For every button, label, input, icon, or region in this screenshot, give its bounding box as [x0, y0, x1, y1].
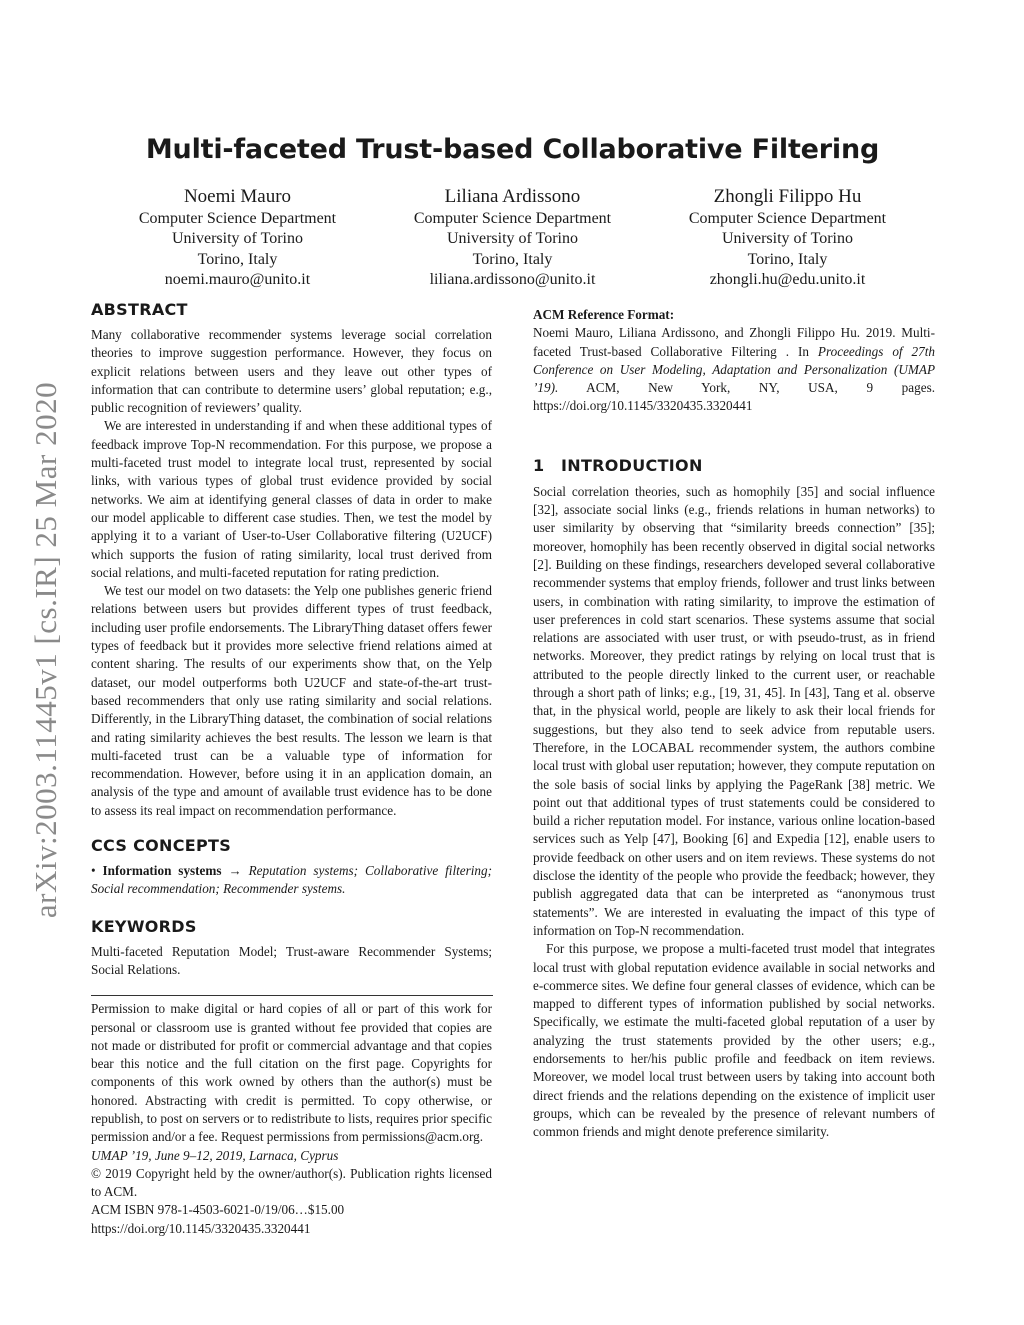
abstract-paragraph: We test our model on two datasets: the Yelp one publishes generic friend relations between users but provides different types of trust feedback, including user profile endorsements. The LibraryThing dataset offers fewer types of feedback but it provides more selective friend relations aimed at content sharing. The results of our experiments show that, on the Yelp dataset, our model outperforms both U2UCF and state-of-the-art trust-based recommenders that only use rating similarity and social relations. Differently, in the LibraryThing dataset, the combination of social relations and rating similarity achieves the best results. The lesson we learn is that multi-faceted trust can be a valuable type of information for recommendation. However, before using it in an application domain, an analysis of the type and amount of available trust evidence has to be done to assess its real impact on recommendation performance. [91, 583, 492, 818]
left-column [91, 300, 492, 1238]
intro-paragraph: For this purpose, we propose a multi-faceted trust model that integrates local trust with global reputation evidence available in social networks and e-commerce sites. We define four general classes of evidence, which can be mapped to different types of information published by social networks. Specifically, we estimate the multi-faceted global reputation of a user by analyzing the trust statements provided by the other users; e.g., endorsements to her/his public profile and feedback on item reviews. Moreover, we model local trust between users by taking into account both direct friends and the relations depending on the existence of implicit user groups, which can be revealed by the presence of relevant numbers of common friends and might denote preference similarity. [533, 941, 935, 1140]
isbn-line: ACM ISBN 978-1-4503-6021-0/19/06…$15.00 [91, 1202, 345, 1218]
section-title: INTRODUCTION [561, 455, 703, 475]
author-dept: Computer Science Department [413, 210, 612, 227]
reference-format-text [533, 324, 935, 415]
author-block [100, 185, 925, 290]
abstract-heading: ABSTRACT [91, 300, 188, 319]
doi-link[interactable]: https://doi.org/10.1145/3320435.3320441 [91, 1220, 311, 1236]
intro-paragraph: Social correlation theories, such as homophily [35] and social influence [32], associate social links (e.g., friends relations in human networks) to user similarity by observing that “similarity breeds connection” [35]; moreover, homophily has been recently observed in digital social networks [2]. Building on these findings, researchers developed several collaborative recommender systems that employ friends, follower and trust links between users, in combination with rating similarity, to improve the estimation of user preferences in cold start scenarios. These systems assume that social relations are associated with user trust, or with pseudo-trust, as in friend networks. Moreover, they predict ratings by relying on local trust that is attributed to the people directly linked to the current user, or reachable through a short path of links; e.g., [19, 31, 45]. In [43], Tang et al. observe that, in the physical world, people are likely to ask their local friends for suggestions, but they also tend to seek advice from reputable users. Therefore, in the LOCABAL recommender system, the authors combine local trust with global user reputation; however, they compute reputation on the sole basis of social links by applying the PageRank [38] metric. We point out that additional types of trust statements could be considered to build a richer reputation model. For instance, various online location-based services such as Yelp [47], Booking [6] and Expedia [12], enable users to provide feedback on other users and on item reviews. These systems do not disclose the identity of the people who provide the feedback; however, they publish aggregated data that can be interpreted as “anonymous trust statements”. We are interested in evaluating the impact of this type of information on Top-N recommendation. [533, 483, 935, 938]
arxiv-stamp [22, 360, 70, 940]
ccs-category: Information systems [102, 863, 222, 879]
right-column [533, 306, 935, 1141]
ccs-bullet: • [91, 863, 103, 879]
author-location: Torino, Italy [472, 250, 553, 268]
abstract-paragraph: Many collaborative recommender systems leverage social correlation theories to improve suggestion performance. However, they focus on explicit relations between users and they leave out other types of information that can contribute to determine users’ global reputation; e.g., public recognition of reviewers’ quality. [91, 327, 492, 416]
ccs-terms: Reputation systems; Collaborative filtering; Social recommendation; Recommender systems. [91, 863, 492, 897]
author-univ: University of Torino [721, 230, 853, 248]
author-dept: Computer Science Department [138, 210, 337, 227]
introduction-heading [533, 456, 935, 475]
footnote-rule [91, 995, 493, 996]
copyright-line: © 2019 Copyright held by the owner/author(s). Publication rights licensed to ACM. [91, 1165, 492, 1200]
author-name: Noemi Mauro [183, 186, 292, 207]
reference-format-venue: Proceedings of 27th Conference on User Modeling, Adaptation and Personalization (UMAP ’19). [533, 343, 935, 396]
author-1 [100, 185, 375, 290]
section-number: 1 [533, 455, 545, 475]
author-univ: University of Torino [171, 230, 303, 248]
keywords-text: Multi-faceted Reputation Model; Trust-aware Recommender Systems; Social Relations. [91, 943, 492, 977]
permission-notice: Permission to make digital or hard copies of all or part of this work for personal or classroom use is granted without fee provided that copies are not made or distributed for profit or commercial advantage and that copies bear this notice and the full citation on the first page. Copyrights for components of this work owned by others than the author(s) must be honored. Abstracting with credit is permitted. To copy otherwise, or republish, to post on servers or to redistribute to lists, requires prior specific permission and/or a fee. Request permissions from permissions@acm.org. [91, 1001, 492, 1145]
author-location: Torino, Italy [197, 250, 278, 268]
ccs-arrow: → [221, 863, 249, 879]
reference-format-heading: ACM Reference Format: [533, 307, 675, 322]
author-name: Liliana Ardissono [444, 186, 581, 207]
author-univ: University of Torino [446, 230, 578, 248]
author-location: Torino, Italy [747, 250, 828, 268]
paper-title: Multi-faceted Trust-based Collaborative Filtering [145, 134, 880, 165]
ccs-heading: CCS CONCEPTS [91, 836, 232, 856]
author-dept: Computer Science Department [688, 210, 887, 227]
reference-format-plain: Noemi Mauro, Liliana Ardissono, and Zhongli Filippo Hu. 2019. Multi-faceted Trust-based Collaborative Filtering . In [533, 325, 935, 359]
author-2 [375, 185, 650, 290]
author-name: Zhongli Filippo Hu [713, 186, 862, 207]
author-email[interactable]: zhongli.hu@edu.unito.it [709, 270, 866, 288]
arxiv-stamp-text: arXiv:2003.11445v1 [cs.IR] 25 Mar 2020 [28, 381, 64, 919]
author-3 [650, 185, 925, 290]
author-email[interactable]: liliana.ardissono@unito.it [429, 270, 596, 288]
ccs-concepts [91, 862, 492, 899]
author-email[interactable]: noemi.mauro@unito.it [164, 270, 311, 288]
keywords-heading: KEYWORDS [91, 916, 197, 936]
abstract-paragraph: We are interested in understanding if and when these additional types of feedback improve Top-N recommendation. For this purpose, we propose a multi-faceted trust model to integrate local trust, represented by social links, with various types of global trust evidence provided by social networks. We aim at identifying general classes of data in order to make our model applicable to different case studies. Then, we test the model by applying it to a variant of User-to-User Collaborative filtering (U2UCF) which supports the fusion of rating similarity, local trust derived from social relations, and multi-faceted reputation for rating prediction. [91, 418, 492, 580]
reference-format-tail: ACM, New York, NY, USA, 9 pages. https://doi.org/10.1145/3320435.3320441 [533, 380, 935, 414]
venue-line: UMAP ’19, June 9–12, 2019, Larnaca, Cyprus [91, 1147, 339, 1163]
